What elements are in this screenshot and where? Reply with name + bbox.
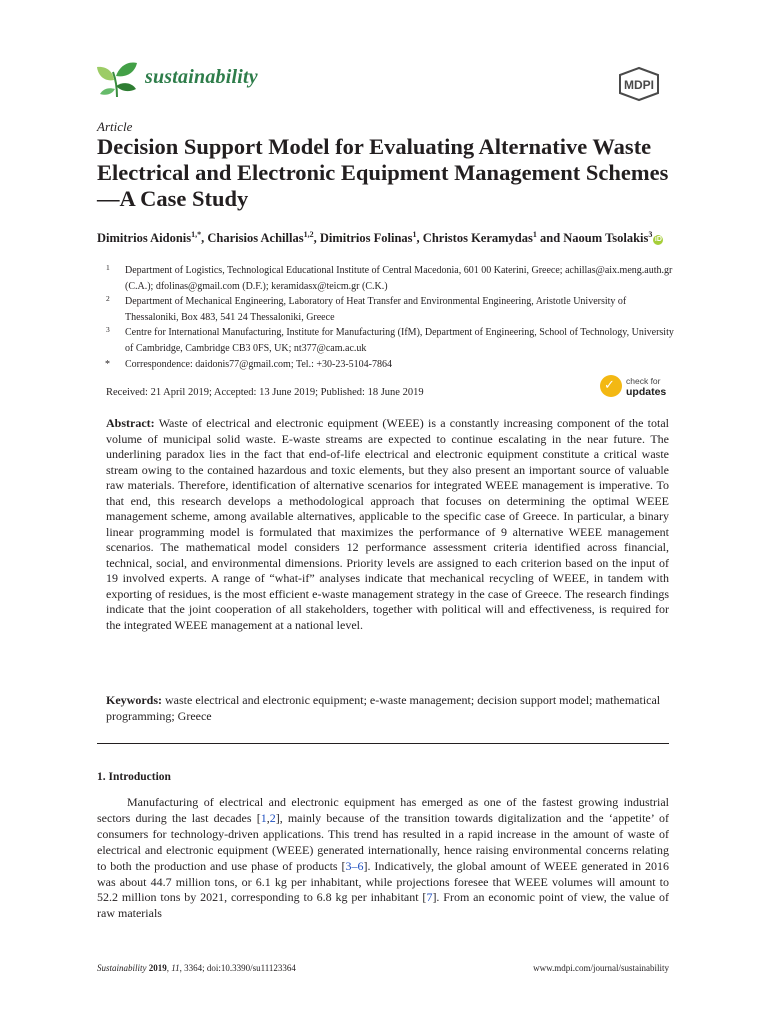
citation-link[interactable]: 7: [426, 890, 433, 905]
abstract-text: Waste of electrical and electronic equipment (WEEE) is a constantly increasing component of the total volume of municipal solid waste. E-waste streams are expected to continue escalating in the near future. The underlining paradox lies in the fact that end-of-life electrical and electronic equipment constitute a critical waste stream owing to the contained hazardous and toxic elements, but they also present an important source of valuable raw materials. Therefore, identification of alternative scenarios for integrated WEEE management is imperative. To that end, this research develops a methodological approach that focuses on determining the optimal WEEE management scheme, among available alternatives, applicable to the specific case of Greece. In particular, a binary linear programming model is formulated that maximizes the performance of 9 alternative WEEE management scenarios. The mathematical model considers 12 performance assessment criteria identified across financial, technical, social, and environmental dimensions. Priority levels are assigned to each criterion based on the input of 19 involved experts. A range of “what-if” analyses indicate that mechanical recycling of WEEE, in tandem with exporting of residues, is the most efficient e-waste management strategy in the case of Greece. The research findings indicate that the joint cooperation of all stakeholders, together with political will and effectiveness, is required for the integrated WEEE management at a national level.: [106, 416, 669, 632]
leaf-logo-icon: [96, 60, 138, 98]
author-affiliation-mark: 1: [532, 230, 537, 239]
publication-dates: Received: 21 April 2019; Accepted: 13 June 2019; Published: 18 June 2019: [106, 387, 424, 398]
citation-link[interactable]: 1: [260, 810, 267, 825]
footer-citation: Sustainability 2019, 11, 3364; doi:10.3390/su11123364: [97, 963, 296, 973]
affiliation-item: [97, 263, 677, 294]
correspondence: [97, 357, 677, 373]
abstract: [106, 416, 669, 633]
article-type-label: Article: [97, 119, 133, 134]
author-affiliation-mark: 1,*: [191, 230, 202, 239]
author-name: Charisios Achillas: [207, 231, 304, 246]
introduction-text: [97, 795, 669, 922]
affiliation-item: [97, 294, 677, 325]
section-divider: [97, 743, 669, 744]
journal-name: sustainability: [145, 66, 258, 88]
article-title: Decision Support Model for Evaluating Alternative Waste Electrical and Electronic Equipment Management Schemes—A Case Study: [97, 134, 669, 211]
affiliation-number: 1: [106, 263, 110, 272]
affiliation-text: Department of Mechanical Engineering, Laboratory of Heat Transfer and Environmental Engineering, Aristotle University of Thessaloniki, Box 483, 541 24 Thessaloniki, Greece: [125, 296, 627, 323]
orcid-icon[interactable]: iD: [654, 236, 662, 244]
affiliation-text: Centre for International Manufacturing, Institute for Manufacturing (IfM), Department of Engineering, School of Technology, University of Cambridge, Cambridge CB3 0FS, UK; nt377@cam.ac.uk: [125, 327, 674, 354]
affiliation-number: 3: [106, 325, 110, 335]
author-affiliation-mark: 1,2: [303, 230, 314, 239]
keywords-label: Keywords:: [106, 693, 162, 707]
author-name: Naoum Tsolakis: [563, 231, 649, 246]
check-updates-line2: updates: [626, 386, 667, 398]
citation-link[interactable]: 3–6: [345, 858, 364, 873]
section-heading: 1. Introduction: [97, 771, 171, 783]
author-affiliation-mark: 3: [648, 230, 653, 239]
author-affiliation-mark: 1: [412, 230, 417, 239]
correspondence-mark: *: [105, 358, 110, 370]
svg-text:MDPI: MDPI: [624, 78, 654, 92]
affiliation-item: [97, 325, 677, 356]
affiliation-number: 2: [106, 294, 110, 304]
check-updates-line1: check for: [626, 376, 661, 386]
footer-journal-url[interactable]: www.mdpi.com/journal/sustainability: [533, 963, 669, 973]
author-name: Christos Keramydas: [422, 231, 533, 246]
author-list: Dimitrios Aidonis$^{1,*}$, Charisios Achillas$^{1,2}$, Dimitrios Folinas$^1$, Christos Keramydas$^1$ and Naoum Tsolakis$^3$iD: [97, 230, 662, 246]
author-name: Dimitrios Folinas: [319, 231, 413, 246]
correspondence-text: Correspondence: daidonis77@gmail.com; Tel.: +30-23-5104-7864: [125, 358, 392, 370]
mdpi-logo-icon: [610, 66, 668, 102]
keywords-text: waste electrical and electronic equipment; e-waste management; decision support model; mathematical programming; Greece: [106, 693, 661, 723]
affiliation-text: Department of Logistics, Technological Educational Institute of Central Macedonia, 601 00 Katerini, Greece; achillas@aix.meng.auth.gr (C.A.); dfolinas@gmail.com (D.F.); keramidasx@teicm.gr (C.K.): [125, 265, 673, 292]
keywords: [106, 693, 669, 724]
check-updates-icon: ✓: [600, 375, 622, 397]
affiliations: [97, 263, 677, 372]
author-name: Dimitrios Aidonis: [97, 231, 192, 246]
abstract-label: Abstract:: [106, 416, 155, 430]
check-for-updates-button[interactable]: [600, 375, 672, 401]
intro-paragraph: Manufacturing of electrical and electronic equipment has emerged as one of the fastest growing industrial sectors during the last decades [1,2], mainly because of the transition towards digitalization and the ‘appetite’ of consumers for technology-driven applications. This trend has resulted in a rapid increase in the amount of waste of electrical and electronic equipment (WEEE) generated internationally, hence raising environmental concerns relating to both the production and use phase of products [3–6]. Indicatively, the global amount of WEEE generated in 2016 was about 44.7 million tons, or 6.1 kg per inhabitant, while projections foresee that WEEE volumes will amount to 52.2 million tons by 2021, corresponding to 6.8 kg per inhabitant [7]. From an economic point of view, the value of raw materials: [97, 795, 670, 921]
citation-link[interactable]: 2: [269, 810, 276, 825]
